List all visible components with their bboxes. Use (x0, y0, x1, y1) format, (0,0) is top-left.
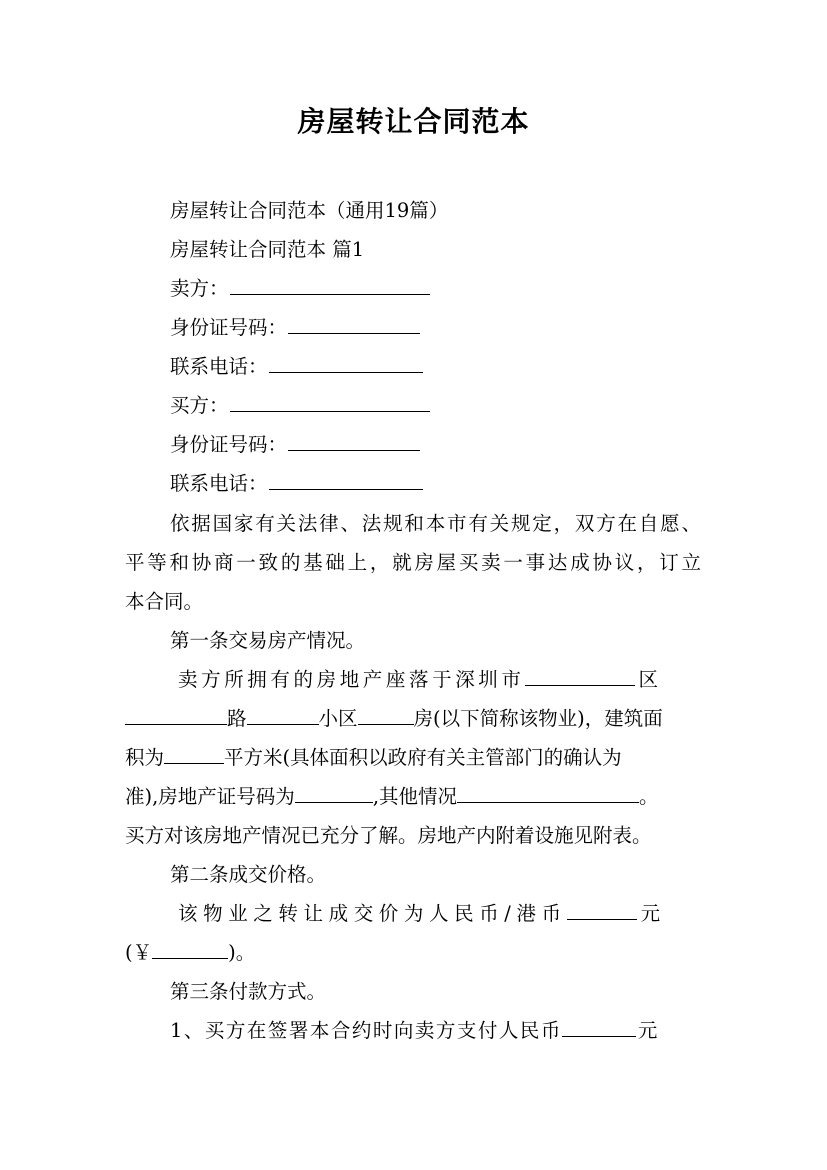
seller-phone-label: 联系电话： (170, 355, 268, 378)
article3-text: 1、买方在签署本合约时向卖方支付人民币 (170, 1019, 562, 1042)
article1-text: ,其他情况 (372, 785, 458, 808)
article1-line-1 (178, 661, 701, 699)
article2-line-2 (125, 934, 701, 972)
article1-line-2 (125, 700, 701, 738)
district-blank[interactable] (525, 667, 635, 686)
article1-line-4 (125, 778, 701, 816)
article1-text: 积为 (125, 746, 165, 769)
article2-text: 元 (640, 902, 666, 925)
seller-blank[interactable] (230, 276, 430, 295)
article1-line-5: 买方对该房地产情况已充分了解。房地产内附着设施见附表。 (125, 824, 652, 847)
article3-heading: 第三条付款方式。 (170, 980, 327, 1003)
seller-id-blank[interactable] (288, 315, 420, 334)
article1-text: 准),房地产证号码为 (125, 785, 295, 808)
buyer-phone-blank[interactable] (269, 471, 423, 490)
buyer-phone-line (170, 465, 424, 503)
article2-line-1 (178, 895, 701, 933)
seller-phone-line (170, 348, 424, 386)
article1-text: 平方米(具体面积以政府有关主管部门的确认为 (224, 746, 622, 769)
article1-text: 路 (227, 707, 247, 730)
article1-line-3 (125, 739, 701, 777)
document-title: 房屋转让合同范本 (297, 105, 530, 138)
article1-text: 区 (638, 668, 662, 691)
buyer-id-line (170, 426, 421, 464)
article1-text: 小区 (318, 707, 358, 730)
preamble-line-3: 本合同。 (125, 590, 204, 613)
estate-blank[interactable] (247, 706, 319, 725)
seller-line (170, 270, 431, 308)
article1-text: 卖方所拥有的房地产座落于深圳市 (178, 668, 525, 691)
buyer-blank[interactable] (230, 393, 430, 412)
certificate-blank[interactable] (295, 784, 373, 803)
preamble-line-1: 依据国家有关法律、法规和本市有关规定，双方在自愿、 (170, 512, 701, 535)
seller-id-line (170, 309, 421, 347)
buyer-id-blank[interactable] (288, 432, 420, 451)
price-blank[interactable] (567, 901, 637, 920)
article2-text: )。 (228, 941, 256, 964)
article1-text: 房(以下简称该物业)，建筑面 (413, 707, 663, 730)
section-heading: 房屋转让合同范本 篇1 (170, 238, 365, 261)
buyer-label: 买方： (170, 394, 229, 417)
buyer-id-label: 身份证号码： (170, 433, 288, 456)
road-blank[interactable] (125, 706, 227, 725)
area-blank[interactable] (164, 745, 224, 764)
article3-line-1 (170, 1012, 659, 1050)
seller-id-label: 身份证号码： (170, 316, 288, 339)
buyer-line (170, 387, 431, 425)
article3-text: 元 (637, 1019, 659, 1042)
buyer-phone-label: 联系电话： (170, 472, 268, 495)
unit-blank[interactable] (358, 706, 414, 725)
seller-label: 卖方： (170, 277, 229, 300)
deposit-blank[interactable] (562, 1018, 636, 1037)
article1-heading: 第一条交易房产情况。 (170, 629, 366, 652)
article2-text: (￥ (125, 941, 153, 964)
document-subtitle: 房屋转让合同范本（通用19篇） (170, 199, 449, 222)
article2-text: 该物业之转让成交价为人民币/港币 (178, 902, 567, 925)
price-figure-blank[interactable] (152, 940, 228, 959)
preamble-line-2: 平等和协商一致的基础上，就房屋买卖一事达成协议，订立 (125, 551, 701, 574)
article1-text: 。 (639, 785, 659, 808)
seller-phone-blank[interactable] (269, 354, 423, 373)
article2-heading: 第二条成交价格。 (170, 863, 327, 886)
other-info-blank[interactable] (457, 784, 639, 803)
